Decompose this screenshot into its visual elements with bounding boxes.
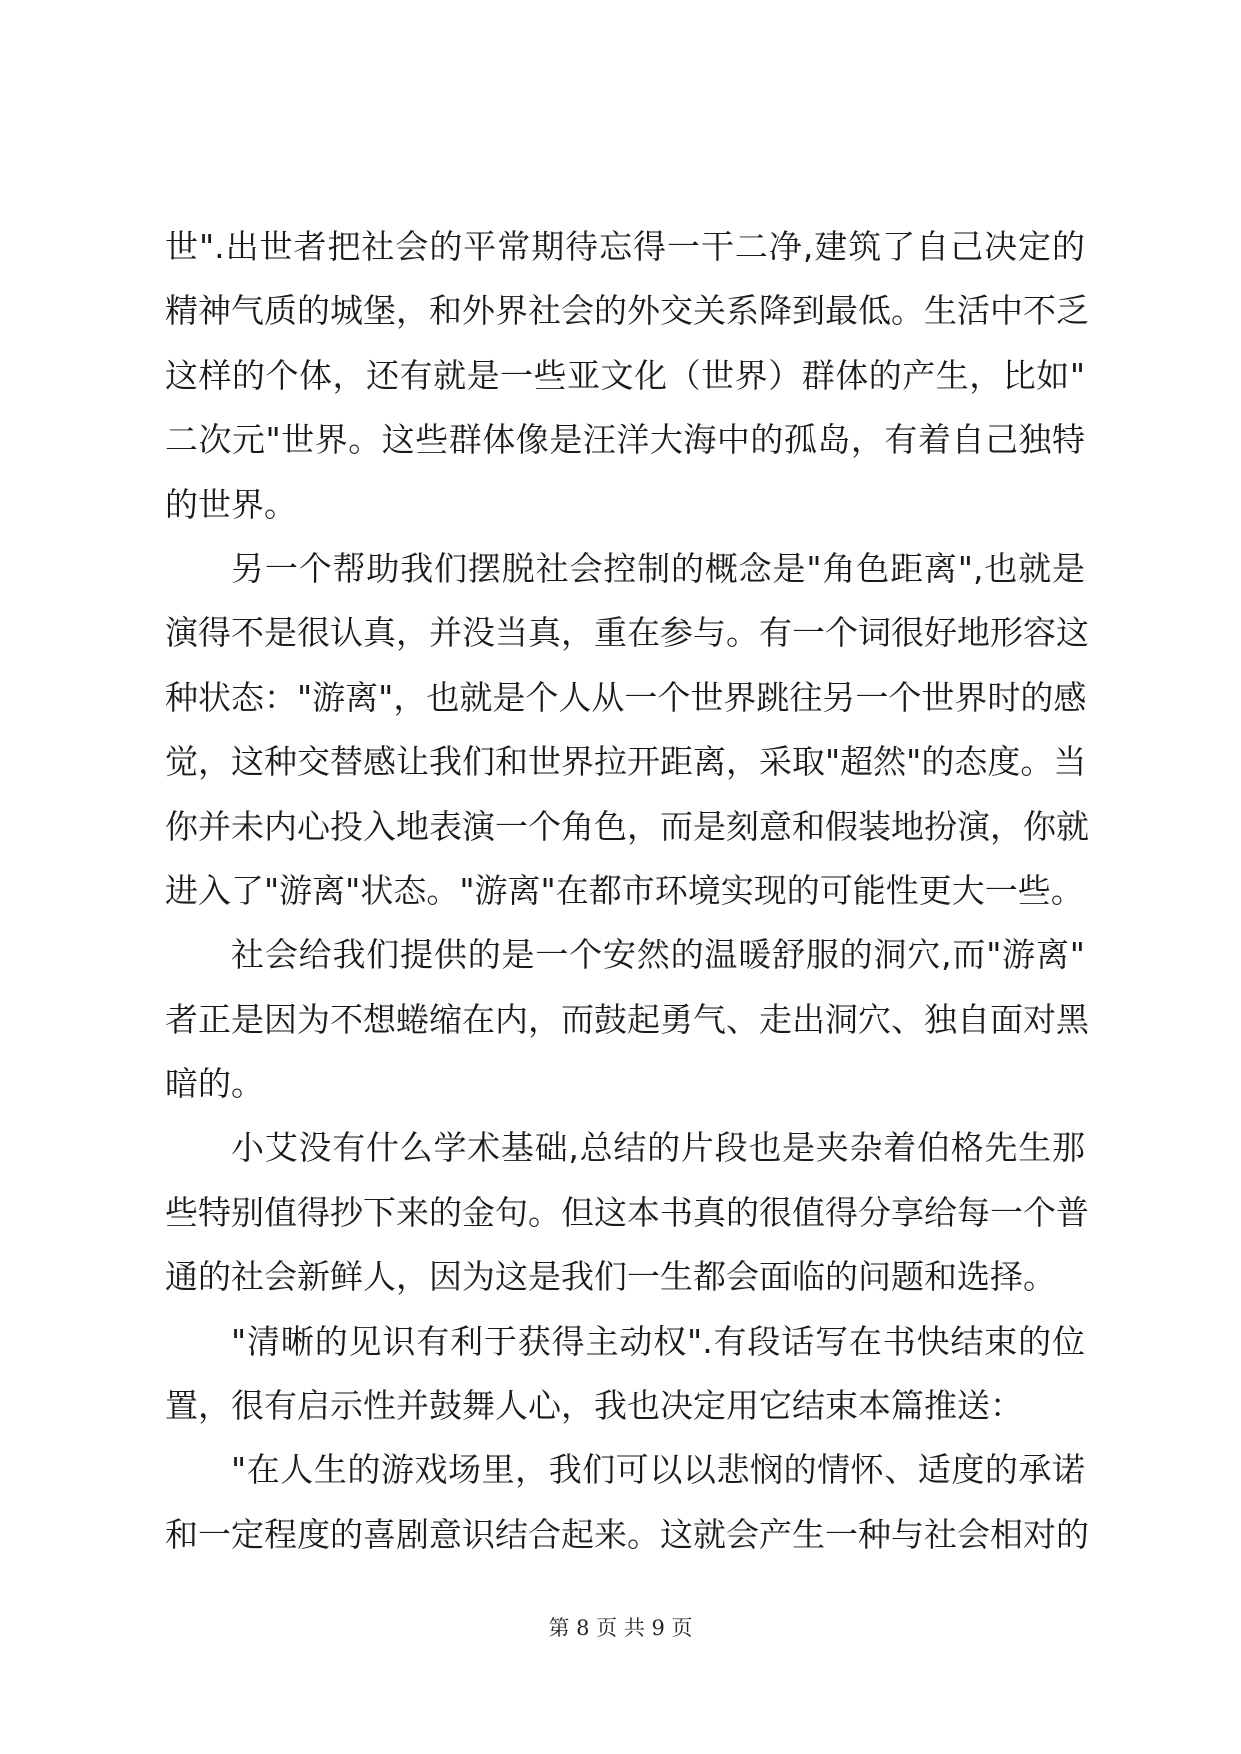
paragraph — [165, 1450, 1089, 1579]
text-line: "在人生的游戏场里，我们可以以悲悯的情怀、适度的承诺 — [231, 1450, 1085, 1490]
text-line: 二次元"世界。这些群体像是汪洋大海中的孤岛，有着自己独特 — [165, 420, 1085, 460]
text-line: 者正是因为不想蜷缩在内，而鼓起勇气、走出洞穴、独自面对黑 — [165, 999, 1089, 1039]
text-line: 精神气质的城堡，和外界社会的外交关系降到最低。生活中不乏 — [165, 291, 1089, 331]
text-line: 种状态："游离"，也就是个人从一个世界跳往另一个世界时的感 — [165, 677, 1087, 717]
text-line: 的世界。 — [165, 484, 297, 524]
text-line: 通的社会新鲜人，因为这是我们一生都会面临的问题和选择。 — [165, 1257, 1056, 1297]
text-line: 置，很有启示性并鼓舞人心，我也决定用它结束本篇推送： — [165, 1386, 1023, 1426]
document-body — [165, 227, 1089, 1579]
text-line: "清晰的见识有利于获得主动权".有段话写在书快结束的位 — [231, 1321, 1085, 1361]
text-line: 暗的。 — [165, 1064, 264, 1104]
text-line: 演得不是很认真，并没当真，重在参与。有一个词很好地形容这 — [165, 613, 1089, 653]
text-line: 这样的个体，还有就是一些亚文化（世界）群体的产生，比如" — [165, 355, 1085, 395]
text-line: 进入了"游离"状态。"游离"在都市环境实现的可能性更大一些。 — [165, 870, 1084, 910]
text-line: 另一个帮助我们摆脱社会控制的概念是"角色距离",也就是 — [231, 548, 1085, 588]
text-line: 和一定程度的喜剧意识结合起来。这就会产生一种与社会相对的 — [165, 1514, 1089, 1554]
text-line: 世".出世者把社会的平常期待忘得一干二净,建筑了自己决定的 — [165, 227, 1085, 266]
paragraph — [165, 227, 1089, 549]
text-line: 小艾没有什么学术基础,总结的片段也是夹杂着伯格先生那 — [231, 1128, 1085, 1168]
text-line: 些特别值得抄下来的金句。但这本书真的很值得分享给每一个普 — [165, 1192, 1089, 1232]
text-line: 你并未内心投入地表演一个角色，而是刻意和假装地扮演，你就 — [165, 806, 1089, 846]
page-number-footer: 第 8 页 共 9 页 — [548, 1616, 693, 1640]
text-line: 社会给我们提供的是一个安然的温暖舒服的洞穴,而"游离" — [231, 935, 1085, 975]
text-line: 觉，这种交替感让我们和世界拉开距离，采取"超然"的态度。当 — [165, 742, 1087, 782]
paragraph — [165, 548, 1089, 935]
paragraph — [165, 1322, 1085, 1451]
paragraph — [165, 1128, 1089, 1321]
paragraph — [165, 935, 1089, 1128]
